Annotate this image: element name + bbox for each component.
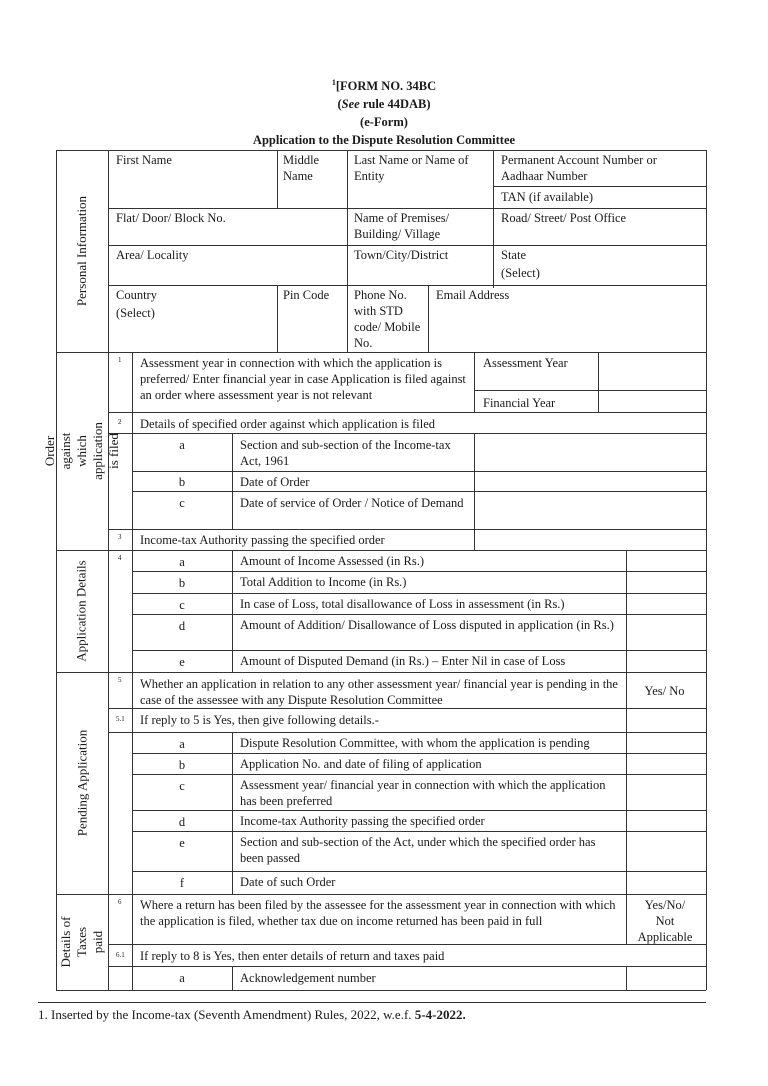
- table-rule: [132, 571, 706, 572]
- table-rule: [132, 810, 706, 811]
- row-letter: a: [179, 438, 185, 452]
- table-rule: [428, 285, 429, 352]
- area-label: Area/ Locality: [116, 248, 189, 262]
- table-rule: [474, 390, 706, 391]
- row-label: Amount of Income Assessed (in Rs.): [240, 554, 425, 568]
- answer-field[interactable]: [627, 615, 705, 650]
- state-label: State: [501, 248, 526, 262]
- answer-field[interactable]: [627, 733, 705, 753]
- row-label: Amount of Disputed Demand (in Rs.) – Enter Nil in case of Loss: [240, 654, 566, 668]
- section-application-details: [56, 550, 108, 672]
- table-rule: [108, 944, 706, 945]
- table-rule: [232, 732, 233, 894]
- table-rule: [474, 352, 475, 412]
- table-rule: [108, 412, 706, 413]
- table-rule: [108, 966, 706, 967]
- row-letter: d: [178, 619, 186, 633]
- section-label: Details of Taxes paid: [58, 916, 105, 968]
- answer-field[interactable]: [627, 872, 705, 894]
- table-rule: [108, 245, 706, 246]
- table-rule: [108, 150, 109, 990]
- town-label: Town/City/District: [354, 248, 449, 262]
- row-letter: c: [179, 779, 185, 793]
- form-number: [0, 78, 768, 94]
- answer-field[interactable]: [627, 594, 705, 614]
- date-of-order-label: Date of Order: [240, 475, 310, 489]
- table-rule: [56, 894, 706, 895]
- yes-no-option[interactable]: Yes/ No: [644, 684, 685, 698]
- table-rule: [108, 529, 706, 530]
- row-number: 6.1: [116, 951, 125, 959]
- section-taxes-paid: [56, 894, 108, 990]
- acknowledgement-label: Acknowledgement number: [240, 971, 376, 985]
- table-rule: [706, 150, 707, 990]
- footnote: [38, 1007, 466, 1024]
- table-rule: [132, 491, 706, 492]
- row-letter: b: [178, 576, 186, 590]
- table-rule: [56, 550, 706, 551]
- row-letter: a: [179, 737, 185, 751]
- table-rule: [132, 831, 706, 832]
- table-rule: [232, 550, 233, 672]
- table-rule: [132, 614, 706, 615]
- row-letter: f: [179, 876, 185, 890]
- table-rule: [108, 208, 706, 209]
- rule-reference: [0, 96, 768, 112]
- table-rule: [56, 672, 706, 673]
- table-rule: [108, 433, 706, 434]
- section-personal-information: [56, 150, 108, 352]
- table-rule: [108, 732, 706, 733]
- table-rule: [108, 285, 706, 286]
- row-number: 5.1: [116, 715, 125, 723]
- answer-field[interactable]: [627, 811, 705, 831]
- row-number: 6: [118, 898, 122, 906]
- pending-details-question: If reply to 5 is Yes, then give following details.-: [140, 713, 379, 727]
- table-rule: [132, 774, 706, 775]
- road-label: Road/ Street/ Post Office: [501, 211, 627, 225]
- row-letter: e: [179, 655, 185, 669]
- table-rule: [132, 753, 706, 754]
- answer-field[interactable]: [627, 754, 705, 774]
- country-select[interactable]: (Select): [116, 306, 155, 320]
- assessment-year-question: Assessment year in connection with which the application is preferred/ Enter financial year in case Application is filed against an order where assessment year is not relevant: [140, 356, 466, 402]
- row-letter: a: [179, 971, 185, 985]
- row-letter: c: [179, 496, 185, 510]
- table-rule: [132, 871, 706, 872]
- email-label: Email Address: [436, 288, 510, 302]
- footnote-date: 5-4-2022.: [414, 1007, 466, 1022]
- row-number: 1: [118, 356, 122, 364]
- row-label: Total Addition to Income (in Rs.): [240, 575, 407, 589]
- answer-field[interactable]: [627, 551, 705, 571]
- country-label: Country: [116, 288, 157, 302]
- table-rule: [132, 650, 706, 651]
- answer-field[interactable]: [627, 775, 705, 810]
- table-rule: [232, 433, 233, 529]
- date-of-service-label: Date of service of Order / Notice of Demand: [240, 496, 464, 510]
- form-title: Application to the Dispute Resolution Committee: [252, 133, 516, 147]
- row-label: Amount of Addition/ Disallowance of Loss disputed in application (in Rs.): [240, 618, 614, 632]
- table-rule: [277, 285, 278, 352]
- pin-code-label: Pin Code: [283, 288, 330, 302]
- assessment-year-label: Assessment Year: [483, 356, 568, 370]
- income-tax-authority-label: Income-tax Authority passing the specified order: [140, 533, 385, 547]
- table-rule: [108, 708, 706, 709]
- table-rule: [626, 672, 627, 732]
- row-number: 3: [118, 533, 122, 541]
- section-subsection-label: Section and sub-section of the Income-tax Act, 1961: [240, 438, 451, 468]
- table-rule: [56, 150, 706, 151]
- section-label: Order against which application is filed: [42, 422, 121, 480]
- table-rule: [626, 894, 627, 944]
- section-pending-application: [56, 672, 108, 894]
- table-rule: [132, 471, 706, 472]
- tax-paid-question: Where a return has been filed by the assessee for the assessment year in connection with which the application is filed, whether tax due on income returned has been paid in full: [140, 898, 616, 928]
- table-rule: [277, 150, 278, 208]
- table-rule: [132, 593, 706, 594]
- pan-label: Permanent Account Number or Aadhaar Number: [501, 153, 657, 183]
- table-rule: [493, 150, 494, 288]
- row-letter: e: [179, 836, 185, 850]
- row-number: 4: [118, 554, 122, 562]
- pending-question: Whether an application in relation to any other assessment year/ financial year is pending in the case of the assessee with any Dispute Resolution Committee: [140, 677, 618, 707]
- last-name-label: Last Name or Name of Entity: [354, 153, 469, 183]
- row-letter: b: [178, 758, 186, 772]
- row-label: Section and sub-section of the Act, under which the specified order has been passed: [240, 835, 596, 865]
- table-rule: [598, 352, 599, 412]
- tan-label: TAN (if available): [501, 190, 594, 204]
- row-number: 5: [118, 676, 122, 684]
- state-select[interactable]: (Select): [501, 266, 540, 280]
- section-order-against: [42, 352, 121, 550]
- yes-no-na-option[interactable]: Yes/No/ Not Applicable: [637, 898, 693, 944]
- middle-name-label: Middle Name: [283, 153, 320, 183]
- table-rule: [347, 150, 348, 352]
- table-rule: [56, 352, 706, 353]
- form-number-text: [FORM NO. 34BC: [335, 79, 437, 94]
- financial-year-label: Financial Year: [483, 396, 556, 410]
- phone-label: Phone No. with STD code/ Mobile No.: [354, 288, 421, 350]
- answer-field[interactable]: [627, 832, 705, 871]
- eform-label: (e-Form): [360, 115, 408, 129]
- row-label: Application No. and date of filing of application: [240, 757, 482, 771]
- table-rule: [493, 186, 706, 187]
- table-rule: [56, 990, 706, 991]
- row-letter: b: [178, 475, 186, 489]
- return-details-question: If reply to 8 is Yes, then enter details of return and taxes paid: [140, 949, 445, 963]
- rule-text: rule 44DAB): [359, 97, 431, 111]
- section-label: Application Details: [74, 560, 90, 662]
- first-name-label: First Name: [116, 153, 172, 167]
- section-label: Pending Application: [74, 729, 89, 837]
- row-label: Assessment year/ financial year in connection with which the application has been preferred: [240, 778, 606, 808]
- row-label: Income-tax Authority passing the specified order: [240, 814, 485, 828]
- rule-see: See: [341, 97, 360, 111]
- premises-label: Name of Premises/ Building/ Village: [354, 211, 450, 241]
- row-label: Date of such Order: [240, 875, 336, 889]
- table-rule: [626, 966, 627, 990]
- section-label: Personal Information: [74, 195, 89, 307]
- footer-divider: [38, 1002, 706, 1003]
- answer-field[interactable]: [627, 651, 705, 672]
- specified-order-question: Details of specified order against which application is filed: [140, 417, 436, 431]
- row-label: Dispute Resolution Committee, with whom the application is pending: [240, 736, 590, 750]
- answer-field[interactable]: [627, 572, 705, 593]
- row-letter: c: [179, 598, 185, 612]
- rule-open-paren: (: [337, 97, 342, 111]
- flat-label: Flat/ Door/ Block No.: [116, 211, 226, 225]
- table-rule: [232, 966, 233, 990]
- footnote-marker: 1: [331, 78, 336, 87]
- footnote-text: 1. Inserted by the Income-tax (Seventh Amendment) Rules, 2022, w.e.f.: [38, 1007, 415, 1022]
- row-number: 2: [118, 418, 122, 426]
- row-label: In case of Loss, total disallowance of Loss in assessment (in Rs.): [240, 597, 565, 611]
- row-letter: d: [178, 815, 186, 829]
- row-letter: a: [179, 555, 185, 569]
